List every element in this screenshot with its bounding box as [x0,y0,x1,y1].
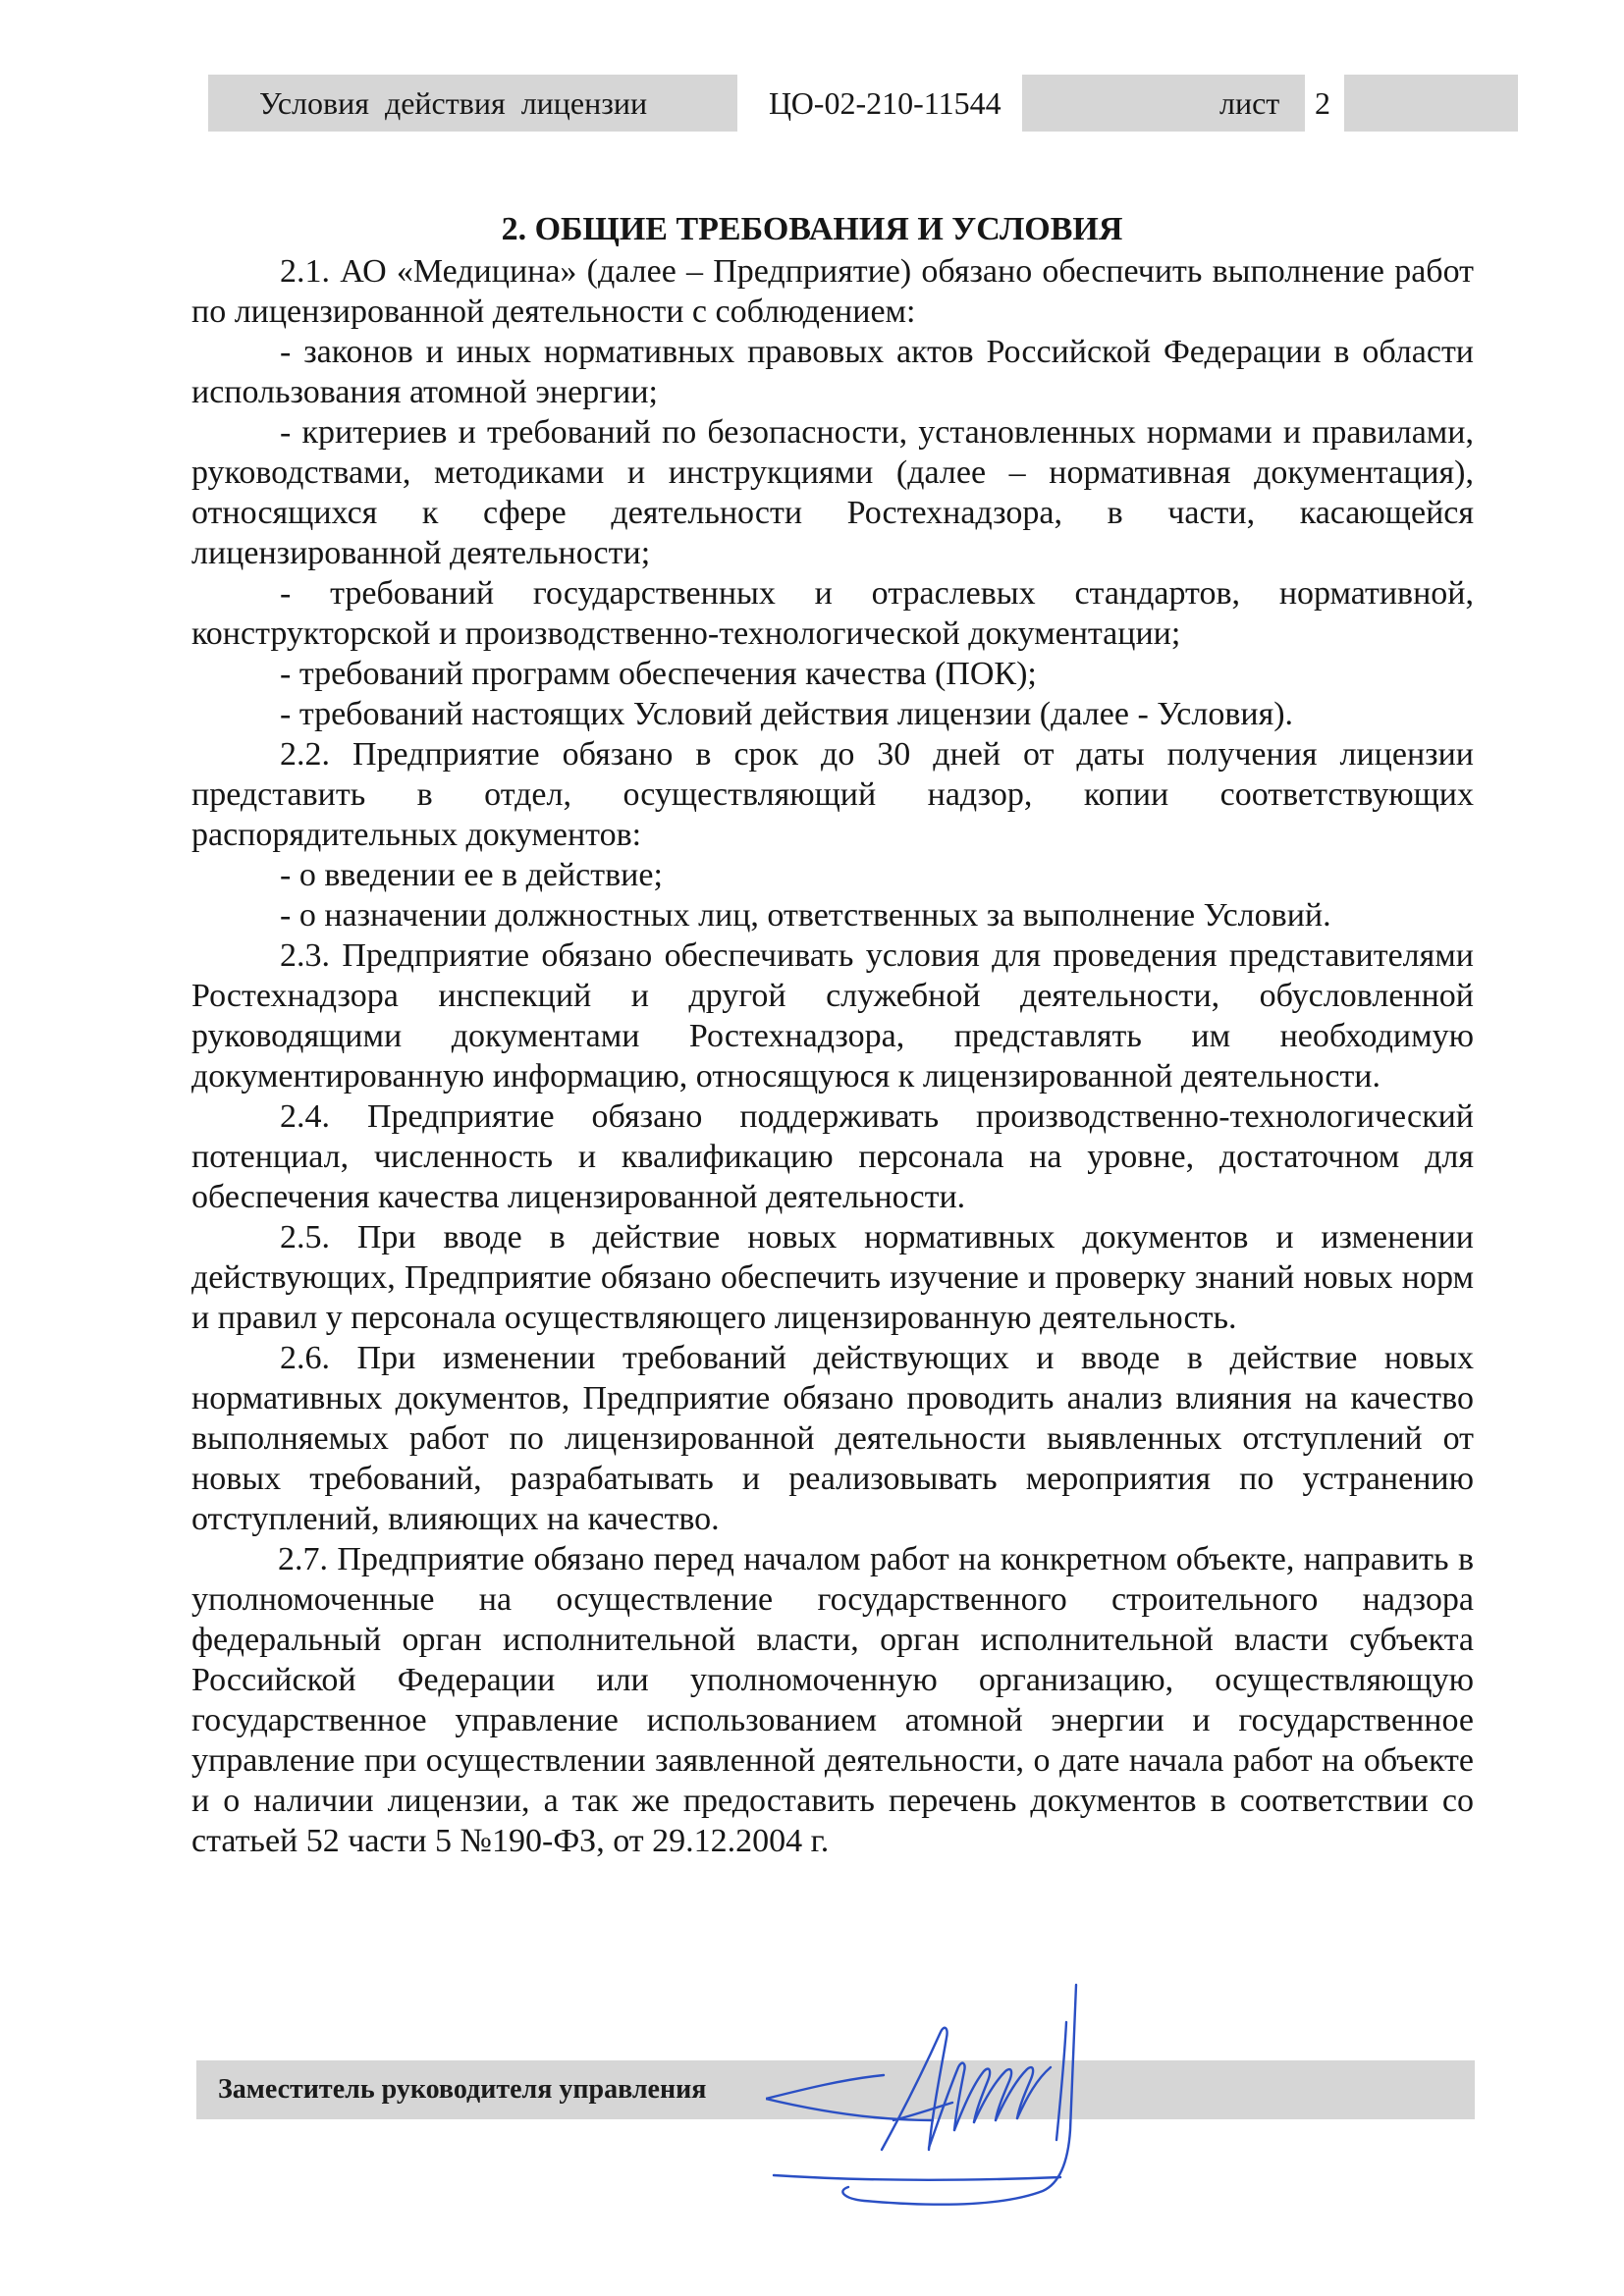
sheet-label: лист [1219,85,1280,121]
list-item-standards: - требований государственных и отраслевых стандартов, нормативной, конструкторской и производственно-технологической документации; [191,575,1474,652]
paragraph-2-4: 2.4. Предприятие обязано поддерживать производственно-технологический потенциал, численность и квалификацию персонала на уровне, достаточном для обеспечения качества лицензированной деятельности. [191,1098,1474,1215]
list-item-criteria: - критериев и требований по безопасности, установленных нормами и правилами, руководствами, методиками и инструкциями (далее – нормативная документация), относящихся к сфере деятельности Ростехнадзора, в части, касающейся лицензированной деятельности; [191,414,1474,571]
paragraph-2-6: 2.6. При изменении требований действующих и вводе в действие новых нормативных документов, Предприятие обязано проводить анализ влияния на качество выполняемых работ по лицензированной деятельности выявленных отступлений от новых требований, разрабатывать и реализовывать мероприятия по устранению отступлений, влияющих на качество. [191,1340,1474,1537]
paragraph-2-3: 2.3. Предприятие обязано обеспечивать условия для проведения представителями Ростехнадзора инспекций и другой служебной деятельности, обусловленной руководящими документами Ростехнадзора, представлять им необходимую документированную информацию, относящуюся к лицензированной деятельности. [191,937,1474,1095]
signature-icon [766,1973,1257,2218]
paragraph-2-7: 2.7. Предприятие обязано перед началом работ на конкретном объекте, направить в уполномоченные на осуществление государственного строительного надзора федеральный орган исполнительной власти, орган исполнительной власти субъекта Российской Федерации или уполномоченную организацию, осуществляющую государственное управление использованием атомной энергии и государственное управление при осуществлении заявленной деятельности, о дате начала работ на объекте и о наличии лицензии, а так же предоставить перечень документов в соответствии со статьей 52 части 5 №190-ФЗ, от 29.12.2004 г. [191,1541,1474,1859]
header-title: Условия действия лицензии [259,85,648,121]
list-item-laws: - законов и иных нормативных правовых актов Российской Федерации в области использования атомной энергии; [191,334,1474,410]
section-title: 2. ОБЩИЕ ТРЕБОВАНИЯ И УСЛОВИЯ [501,211,1123,247]
signatory-title: Заместитель руководителя управления [218,2074,707,2105]
list-item-appointment: - о назначении должностных лиц, ответственных за выполнение Условий. [280,897,1331,934]
license-number: ЦО-02-210-11544 [769,85,1001,121]
list-item-enactment: - о введении ее в действие; [280,857,663,893]
paragraph-2-1: 2.1. АО «Медицина» (далее – Предприятие) обязано обеспечить выполнение работ по лицензированной деятельности с соблюдением: [191,253,1474,330]
list-item-pok: - требований программ обеспечения качества (ПОК); [280,656,1037,692]
sheet-number: 2 [1315,85,1330,121]
paragraph-2-5: 2.5. При вводе в действие новых нормативных документов и изменении действующих, Предприятие обязано обеспечить изучение и проверку знаний новых норм и правил у персонала осуществляющего лицензированную деятельность. [191,1219,1474,1336]
list-item-conditions: - требований настоящих Условий действия лицензии (далее - Условия). [280,696,1294,732]
paragraph-2-2: 2.2. Предприятие обязано в срок до 30 дней от даты получения лицензии представить в отдел, осуществляющий надзор, копии соответствующих распорядительных документов: [191,736,1474,853]
document-body [191,251,1474,1861]
